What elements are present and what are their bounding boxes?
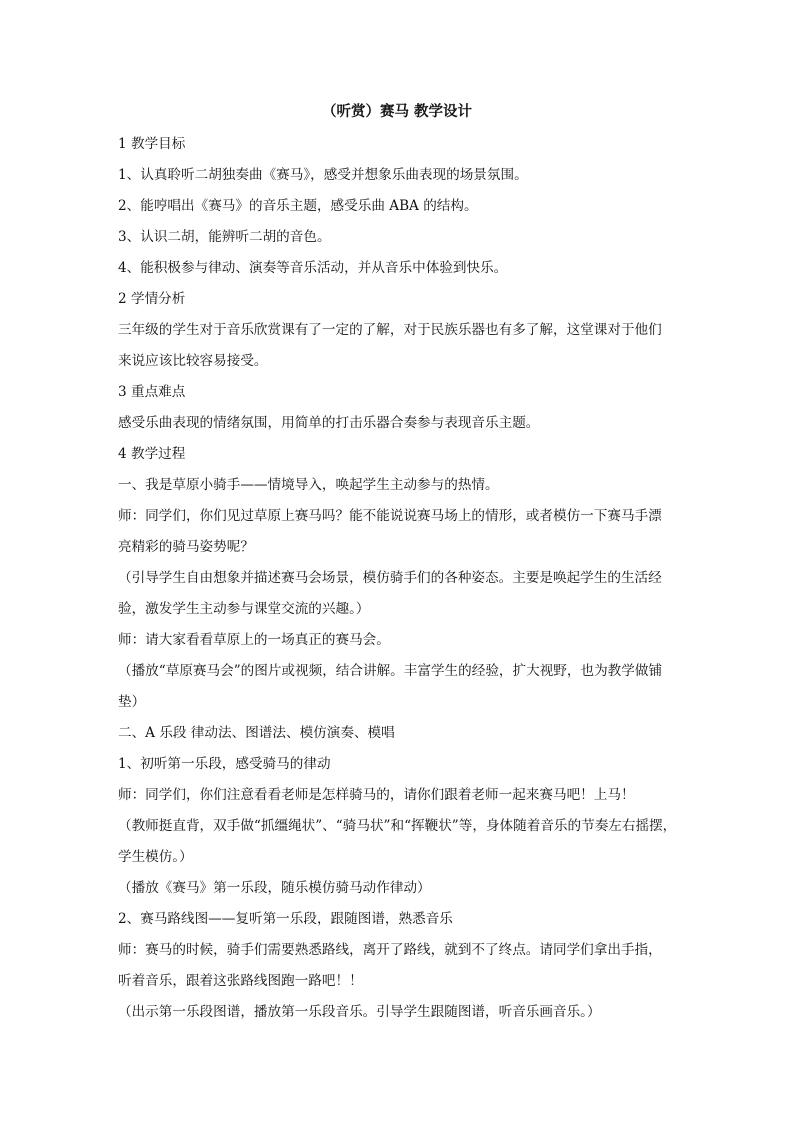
text-line: 三年级的学生对于音乐欣赏课有了一定的了解，对于民族乐器也有多了解，这堂课对于他们 bbox=[118, 322, 662, 338]
text-line: （引导学生自由想象并描述赛马会场景，模仿骑手们的各种姿态。主要是唤起学生的生活经 bbox=[118, 570, 662, 586]
text-line: 感受乐曲表现的情绪氛围，用简单的打击乐器合奏参与表现音乐主题。 bbox=[118, 415, 540, 431]
text-line: 师：同学们，你们见过草原上赛马吗？能不能说说赛马场上的情形，或者模仿一下赛马手漂 bbox=[118, 508, 662, 524]
text-line: 一、我是草原小骑手——情境导入，唤起学生主动参与的热情。 bbox=[118, 477, 499, 493]
section-heading-key-points: 3 重点难点 bbox=[118, 384, 186, 400]
text-line: 师：请大家看看草原上的一场真正的赛马会。 bbox=[118, 632, 390, 648]
text-line: 听着音乐，跟着这张路线图跑一路吧！！ bbox=[118, 973, 363, 989]
text-line: 亮精彩的骑马姿势呢？ bbox=[118, 539, 254, 555]
document-body bbox=[118, 133, 678, 1032]
section-heading-process: 4 教学过程 bbox=[118, 446, 186, 462]
text-line: （教师挺直背，双手做“抓缰绳状”、“骑马状”和“挥鞭状”等，身体随着音乐的节奏左右摇摆， bbox=[118, 818, 677, 834]
text-line: （出示第一乐段图谱，播放第一乐段音乐。引导学生跟随图谱，听音乐画音乐。） bbox=[118, 1004, 601, 1020]
text-line: 师：同学们，你们注意看看老师是怎样骑马的，请你们跟着老师一起来赛马吧！上马！ bbox=[118, 787, 635, 803]
text-line: 1、认真聆听二胡独奏曲《赛马》，感受并想象乐曲表现的场景氛围。 bbox=[118, 167, 528, 183]
text-line: （播放《赛马》第一乐段，随乐模仿骑马动作律动） bbox=[118, 880, 431, 896]
text-line: 垫） bbox=[118, 694, 146, 710]
text-line: 4、能积极参与律动、演奏等音乐活动，并从音乐中体验到快乐。 bbox=[118, 260, 508, 276]
text-line: 1、初听第一乐段，感受骑马的律动 bbox=[118, 756, 331, 772]
text-line: （播放“草原赛马会”的图片或视频，结合讲解。丰富学生的经验，扩大视野，也为教学做铺 bbox=[118, 663, 663, 679]
text-line: 学生模仿。） bbox=[118, 849, 193, 865]
text-line: 验，激发学生主动参与课堂交流的兴趣。） bbox=[118, 601, 370, 617]
text-line: 二、A 乐段 律动法、图谱法、模仿演奏、模唱 bbox=[118, 725, 395, 741]
section-heading-analysis: 2 学情分析 bbox=[118, 291, 186, 307]
document-title: （听赏）赛马 教学设计 bbox=[321, 103, 473, 120]
text-line: 2、能哼唱出《赛马》的音乐主题，感受乐曲 ABA 的结构。 bbox=[118, 198, 478, 214]
text-line: 来说应该比较容易接受。 bbox=[118, 353, 268, 369]
section-heading-objectives: 1 教学目标 bbox=[118, 136, 186, 152]
text-line: 3、认识二胡，能辨听二胡的音色。 bbox=[118, 229, 331, 245]
text-line: 2、赛马路线图——复听第一乐段，跟随图谱，熟悉音乐 bbox=[118, 911, 453, 927]
text-line: 师：赛马的时候，骑手们需要熟悉路线，离开了路线，就到不了终点。请同学们拿出手指， bbox=[118, 942, 662, 958]
